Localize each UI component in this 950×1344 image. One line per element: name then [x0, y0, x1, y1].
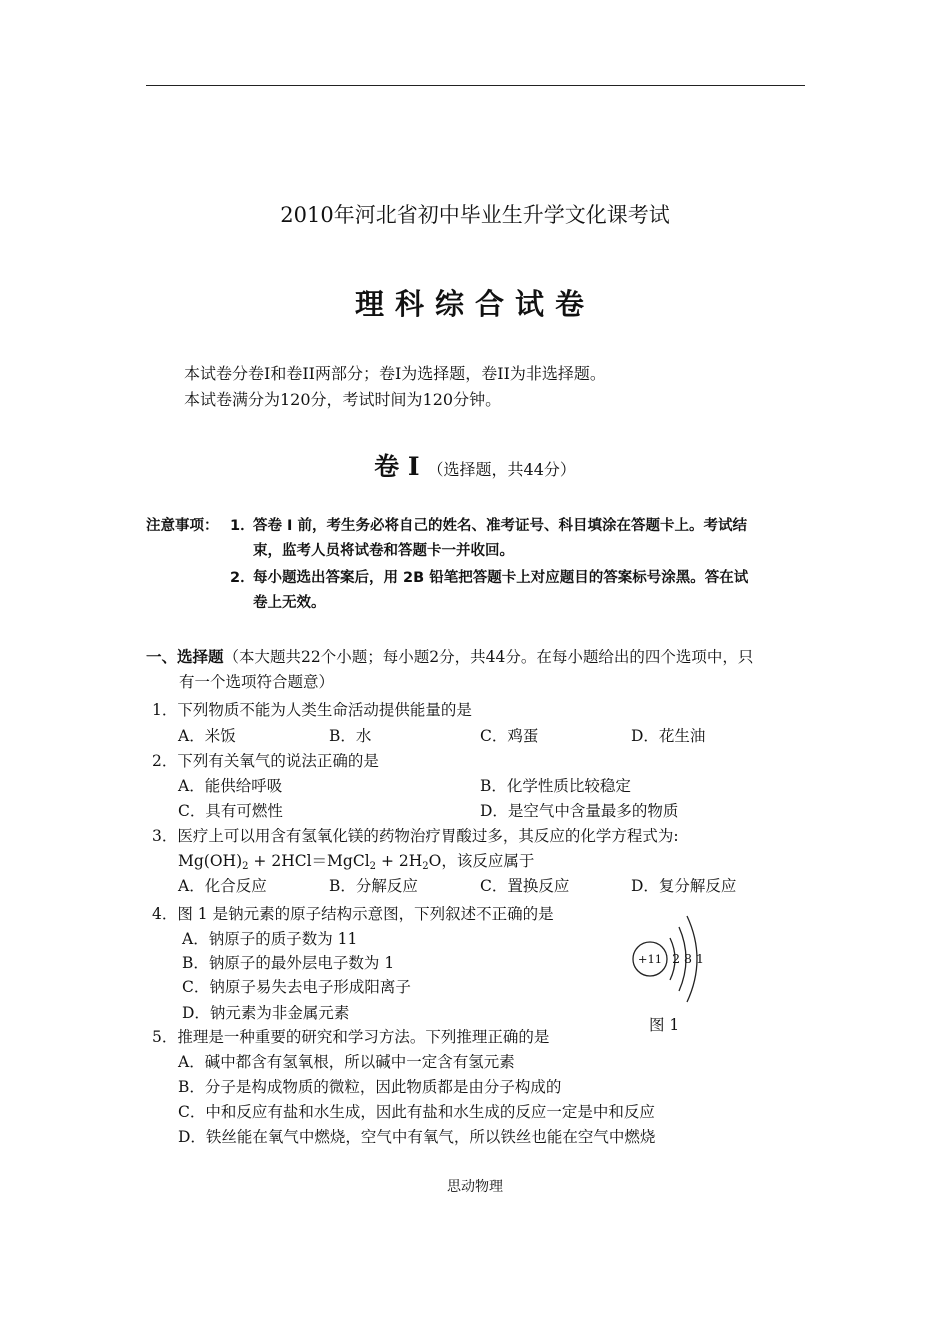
page-footer: 思动物理 [447, 1179, 503, 1195]
q4-option-b: B．钠原子的最外层电子数为 1 [182, 954, 395, 972]
figure-caption: 图 1 [649, 1016, 680, 1034]
q1-option-d: D．花生油 [631, 727, 706, 745]
section-label: 一、选择题 [146, 648, 224, 666]
intro-line-1: 本试卷分卷I和卷II两部分；卷I为选择题，卷II为非选择题。 [184, 364, 606, 383]
q3-option-d: D．复分解反应 [631, 877, 737, 895]
q5-option-b: B．分子是构成物质的微粒，因此物质都是由分子构成的 [178, 1078, 562, 1096]
notes-label: 注意事项： [146, 518, 219, 534]
note-1-line-1: 答卷 I 前，考生务必将自己的姓名、准考证号、科目填涂在答题卡上。考试结 [253, 518, 747, 534]
question-2-stem: 2．下列有关氧气的说法正确的是 [152, 752, 379, 770]
section-desc-cont: 有一个选项符合题意） [179, 673, 335, 691]
section-heading [146, 645, 753, 667]
nucleus-charge: +11 [637, 952, 663, 966]
question-4-stem: 4．图 1 是钠元素的原子结构示意图，下列叙述不正确的是 [152, 905, 554, 923]
volume-subtitle: （选择题，共44分） [427, 460, 576, 479]
q2-option-d: D．是空气中含量最多的物质 [480, 802, 679, 820]
exam-title: 2010年河北省初中毕业生升学文化课考试 [280, 203, 670, 227]
q3-option-c: C．置换反应 [480, 877, 570, 895]
q3-equation: $Mg(OH)_2$ + 2HCl＝MgCl$_2$ + $2H_2O$，该反应属于 [178, 852, 535, 872]
q2-option-a: A．能供给呼吸 [178, 777, 283, 795]
note-number-1: 1． [230, 518, 255, 534]
header-rule [146, 85, 805, 86]
q2-option-c: C．具有可燃性 [178, 802, 283, 820]
q2-option-b: B．化学性质比较稳定 [480, 777, 631, 795]
q5-option-c: C．中和反应有盐和水生成，因此有盐和水生成的反应一定是中和反应 [178, 1103, 655, 1121]
q5-option-d: D．铁丝能在氧气中燃烧，空气中有氧气，所以铁丝也能在空气中燃烧 [178, 1128, 656, 1146]
question-1-stem: 1．下列物质不能为人类生命活动提供能量的是 [152, 701, 472, 719]
q1-option-c: C．鸡蛋 [480, 727, 539, 745]
note-1-line-2: 束，监考人员将试卷和答题卡一并收回。 [253, 543, 514, 559]
question-3-stem: 3．医疗上可以用含有氢氧化镁的药物治疗胃酸过多，其反应的化学方程式为: [152, 827, 679, 845]
volume-title: 卷 I [374, 452, 420, 481]
question-5-stem: 5．推理是一种重要的研究和学习方法。下列推理正确的是 [152, 1028, 550, 1046]
q4-option-d: D．钠元素为非金属元素 [182, 1004, 350, 1022]
intro-line-2: 本试卷满分为120分，考试时间为120分钟。 [184, 390, 502, 409]
q1-option-b: B．水 [329, 727, 372, 745]
q3-option-b: B．分解反应 [329, 877, 418, 895]
section-desc: （本大题共22个小题；每小题2分，共44分。在每小题给出的四个选项中，只 [223, 648, 754, 666]
note-number-2: 2． [230, 570, 255, 586]
q3-option-a: A．化合反应 [178, 877, 267, 895]
q4-option-c: C．钠原子易失去电子形成阳离子 [182, 978, 411, 996]
q4-option-a: A．钠原子的质子数为 11 [182, 930, 358, 948]
note-2-line-1: 每小题选出答案后，用 2B 铅笔把答题卡上对应题目的答案标号涂黑。答在试 [253, 570, 749, 586]
note-2-line-2: 卷上无效。 [253, 595, 326, 611]
q1-option-a: A．米饭 [178, 727, 236, 745]
electron-counts: 2 8 1 [672, 951, 704, 966]
volume-heading [0, 447, 950, 483]
sodium-atom-diagram [629, 912, 719, 1007]
q5-option-a: A．碱中都含有氢氧根，所以碱中一定含有氢元素 [178, 1053, 515, 1071]
paper-title: 理科综合试卷 [354, 287, 595, 321]
